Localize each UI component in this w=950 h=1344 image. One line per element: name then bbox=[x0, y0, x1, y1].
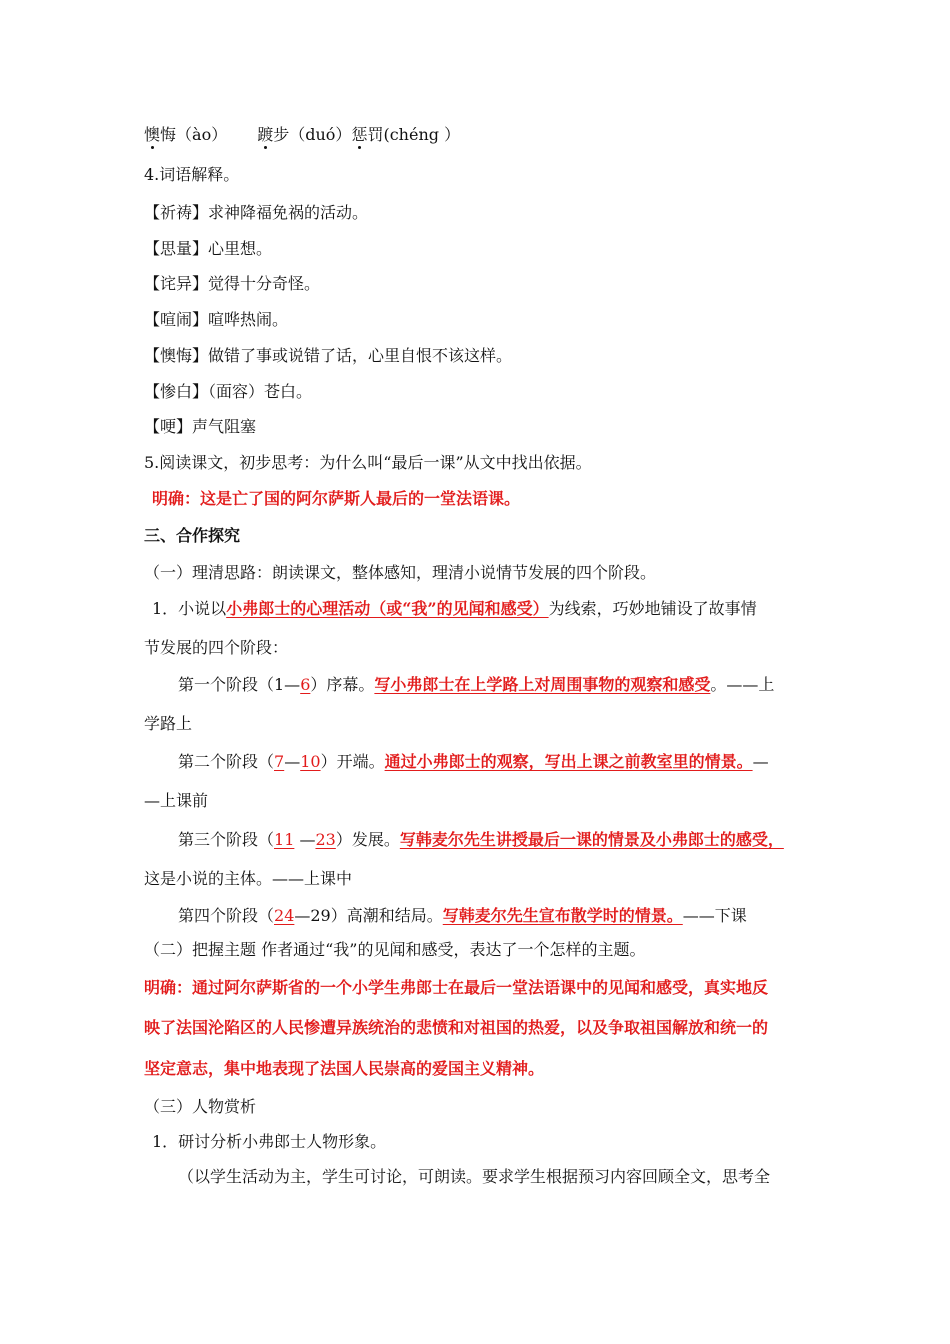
section-5-question: 5.阅读课文，初步思考：为什么叫“最后一课”从文中找出依据。 bbox=[144, 453, 592, 472]
part-3-heading: （三）人物赏析 bbox=[144, 1097, 257, 1116]
pronunciation-line: 懊悔（ào） 踱步（duó）惩罚(chéng ） bbox=[144, 125, 461, 144]
dotted-char: 惩 bbox=[351, 125, 368, 144]
vocab-item: 【诧异】觉得十分奇怪。 bbox=[144, 274, 321, 293]
part-3-instruction: （以学生活动为主，学生可讨论，可朗读。要求学生根据预习内容回顾全文，思考全 bbox=[178, 1167, 771, 1186]
part-2-intro: （二）把握主题 作者通过“我”的见闻和感受，表达了一个怎样的主题。 bbox=[144, 940, 646, 959]
vocab-item: 【思量】心里想。 bbox=[144, 239, 273, 258]
section-3-heading: 三、合作探究 bbox=[144, 526, 241, 545]
part-3-item-1: 1．研讨分析小弗郎士人物形象。 bbox=[152, 1132, 387, 1151]
theme-answer-line: 坚定意志，集中地表现了法国人民崇高的爱国主义精神。 bbox=[144, 1059, 545, 1078]
vocab-item: 【祈祷】求神降福免祸的活动。 bbox=[144, 203, 369, 222]
vocab-item: 【哽】声气阻塞 bbox=[144, 417, 257, 436]
stage-3: 第三个阶段（11 —23）发展。写韩麦尔先生讲授最后一课的情景及小弗郎士的感受， bbox=[178, 830, 784, 849]
section-4-title: 4.词语解释。 bbox=[144, 165, 240, 184]
dotted-char: 懊 bbox=[144, 125, 161, 144]
item-1-line-b: 节发展的四个阶段： bbox=[144, 638, 289, 657]
stage-4: 第四个阶段（24—29）高潮和结局。写韩麦尔先生宣布散学时的情景。——下课 bbox=[178, 906, 747, 925]
theme-answer-line: 明确：通过阿尔萨斯省的一个小学生弗郎士在最后一堂法语课中的见闻和感受，真实地反 bbox=[144, 978, 769, 997]
stage-1-cont: 学路上 bbox=[144, 714, 193, 733]
section-5-answer: 明确：这是亡了国的阿尔萨斯人最后的一堂法语课。 bbox=[152, 489, 521, 508]
stage-3-cont: 这是小说的主体。——上课中 bbox=[144, 869, 353, 888]
vocab-item: 【懊悔】做错了事或说错了话，心里自恨不该这样。 bbox=[144, 346, 513, 365]
stage-1: 第一个阶段（1—6）序幕。写小弗郎士在上学路上对周围事物的观察和感受。——上 bbox=[178, 675, 775, 694]
item-1-line-a: 1．小说以小弗郎士的心理活动（或“我”的见闻和感受）为线索，巧妙地铺设了故事情 bbox=[152, 599, 757, 618]
theme-answer-line: 映了法国沦陷区的人民惨遭异族统治的悲愤和对祖国的热爱，以及争取祖国解放和统一的 bbox=[144, 1018, 769, 1037]
vocab-item: 【喧闹】喧哗热闹。 bbox=[144, 310, 289, 329]
stage-2: 第二个阶段（7—10）开端。通过小弗郎士的观察，写出上课之前教室里的情景。— bbox=[178, 752, 769, 771]
stage-2-cont: —上课前 bbox=[144, 791, 209, 810]
part-1-intro: （一）理清思路：朗读课文，整体感知，理清小说情节发展的四个阶段。 bbox=[144, 563, 657, 582]
dotted-char: 踱 bbox=[257, 125, 274, 144]
vocab-item: 【惨白】（面容）苍白。 bbox=[144, 382, 313, 401]
